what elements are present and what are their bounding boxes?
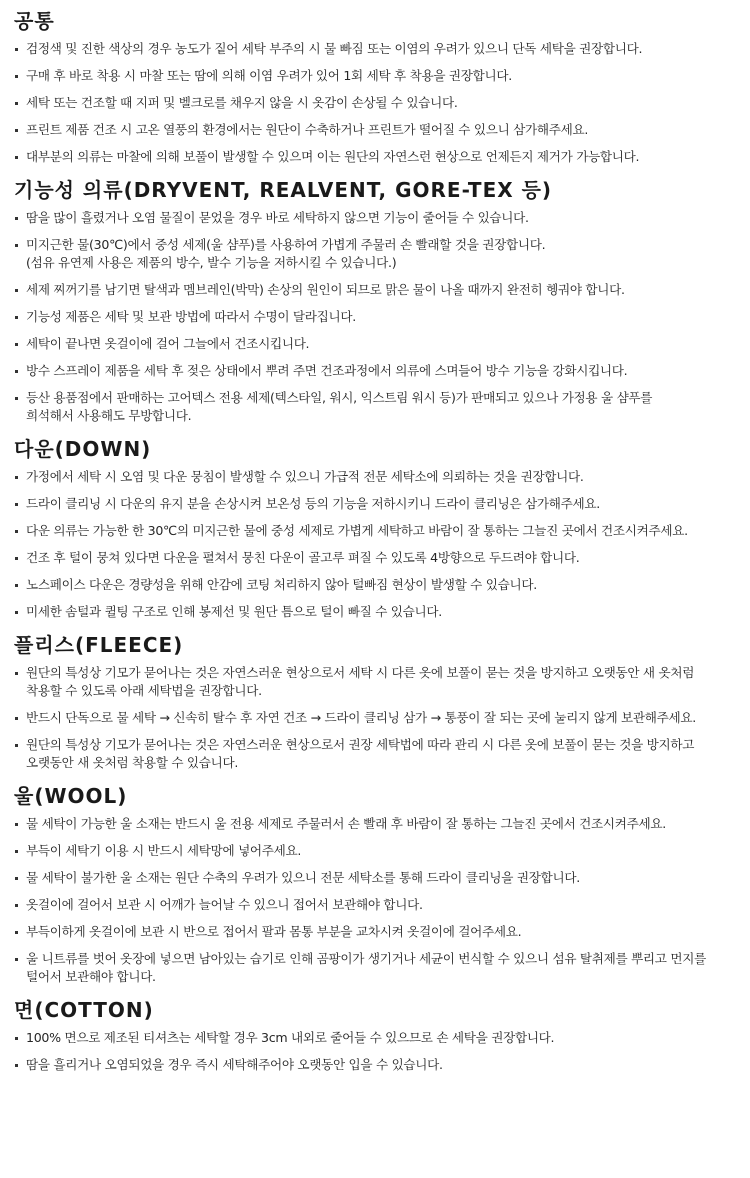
- care-text-line: 원단의 특성상 기모가 묻어나는 것은 자연스러운 현상으로서 세탁 시 다른 옷에 보풀이 묻는 것을 방지하고 오랫동안 새 옷처럼: [26, 665, 695, 680]
- section-title: 울(WOOL): [14, 784, 128, 808]
- care-list: [14, 815, 738, 986]
- section-down: [14, 434, 738, 621]
- care-list-item: [14, 148, 738, 166]
- care-list-item: [14, 308, 738, 326]
- care-text-line: 미세한 솜털과 퀼팅 구조로 인해 봉제선 및 원단 틈으로 털이 빠질 수 있습니다.: [26, 604, 442, 619]
- care-list-item: [14, 209, 738, 227]
- section-title: 기능성 의류(DRYVENT, REALVENT, GORE-TEX 등): [14, 178, 553, 202]
- care-text-line: 부득이하게 옷걸이에 보관 시 반으로 접어서 팔과 몸통 부분을 교차시켜 옷걸이에 걸어주세요.: [26, 924, 522, 939]
- care-text-line: 착용할 수 있도록 아래 세탁법을 권장합니다.: [26, 683, 262, 698]
- care-list-item: [14, 950, 738, 986]
- care-list-item: [14, 495, 738, 513]
- care-list-item: [14, 603, 738, 621]
- care-list: [14, 40, 738, 166]
- care-text-line: 가정에서 세탁 시 오염 및 다운 뭉침이 발생할 수 있으니 가급적 전문 세탁소에 의뢰하는 것을 권장합니다.: [26, 469, 584, 484]
- care-text-line: 반드시 단독으로 물 세탁 → 신속히 탈수 후 자연 건조 → 드라이 클리닝 삼가 → 통풍이 잘 되는 곳에 눌리지 않게 보관해주세요.: [26, 710, 696, 725]
- care-text-line: 물 세탁이 불가한 울 소재는 원단 수축의 우려가 있으니 전문 세탁소를 통해 드라이 클리닝을 권장합니다.: [26, 870, 580, 885]
- section-fleece: [14, 630, 738, 772]
- care-list: [14, 468, 738, 621]
- care-list: [14, 209, 738, 425]
- care-text-line: 희석해서 사용해도 무방합니다.: [26, 408, 192, 423]
- section-title: 플리스(FLEECE): [14, 633, 184, 657]
- care-text-line: 땀을 많이 흘렸거나 오염 물질이 묻었을 경우 바로 세탁하지 않으면 기능이 줄어들 수 있습니다.: [26, 210, 529, 225]
- care-list-item: [14, 709, 738, 727]
- care-text-line: 등산 용품점에서 판매하는 고어텍스 전용 세제(텍스타일, 워시, 익스트림 워시 등)가 판매되고 있으나 가정용 울 샴푸를: [26, 390, 653, 405]
- care-list-item: [14, 522, 738, 540]
- care-list-item: [14, 468, 738, 486]
- care-list: [14, 664, 738, 772]
- care-list-item: [14, 40, 738, 58]
- care-text-line: 프린트 제품 건조 시 고온 열풍의 환경에서는 원단이 수축하거나 프린트가 떨어질 수 있으니 삼가해주세요.: [26, 122, 589, 137]
- care-text-line: 드라이 클리닝 시 다운의 유지 분을 손상시켜 보온성 등의 기능을 저하시키니 드라이 클리닝은 삼가해주세요.: [26, 496, 600, 511]
- care-text-line: 건조 후 털이 뭉쳐 있다면 다운을 펼쳐서 뭉친 다운이 골고루 펴질 수 있도록 4방향으로 두드려야 합니다.: [26, 550, 580, 565]
- care-list-item: [14, 842, 738, 860]
- care-list-item: [14, 815, 738, 833]
- care-text-line: 원단의 특성상 기모가 묻어나는 것은 자연스러운 현상으로서 권장 세탁법에 따라 관리 시 다른 옷에 보풀이 묻는 것을 방지하고: [26, 737, 695, 752]
- care-text-line: 부득이 세탁기 이용 시 반드시 세탁망에 넣어주세요.: [26, 843, 302, 858]
- care-text-line: 다운 의류는 가능한 한 30℃의 미지근한 물에 중성 세제로 가볍게 세탁하고 바람이 잘 통하는 그늘진 곳에서 건조시켜주세요.: [26, 523, 688, 538]
- section-title: 다운(DOWN): [14, 437, 152, 461]
- care-list: [14, 1029, 738, 1074]
- care-list-item: [14, 736, 738, 772]
- section-functional: [14, 175, 738, 425]
- care-text-line: 털어서 보관해야 합니다.: [26, 969, 156, 984]
- care-text-line: 물 세탁이 가능한 울 소재는 반드시 울 전용 세제로 주물러서 손 빨래 후 바람이 잘 통하는 그늘진 곳에서 건조시켜주세요.: [26, 816, 666, 831]
- care-list-item: [14, 335, 738, 353]
- care-text-line: 기능성 제품은 세탁 및 보관 방법에 따라서 수명이 달라집니다.: [26, 309, 356, 324]
- care-text-line: 오랫동안 새 옷처럼 착용할 수 있습니다.: [26, 755, 239, 770]
- care-list-item: [14, 281, 738, 299]
- care-text-line: 세제 찌꺼기를 남기면 탈색과 멤브레인(박막) 손상의 원인이 되므로 맑은 물이 나올 때까지 완전히 헹궈야 합니다.: [26, 282, 625, 297]
- care-list-item: [14, 1056, 738, 1074]
- care-text-line: 구매 후 바로 착용 시 마찰 또는 땀에 의해 이염 우려가 있어 1회 세탁 후 착용을 권장합니다.: [26, 68, 512, 83]
- care-list-item: [14, 576, 738, 594]
- care-list-item: [14, 94, 738, 112]
- care-list-item: [14, 664, 738, 700]
- care-text-line: 세탁이 끝나면 옷걸이에 걸어 그늘에서 건조시킵니다.: [26, 336, 310, 351]
- care-text-line: 땀을 흘리거나 오염되었을 경우 즉시 세탁해주어야 오랫동안 입을 수 있습니다.: [26, 1057, 443, 1072]
- care-list-item: [14, 236, 738, 272]
- section-common: [14, 6, 738, 166]
- section-title: 면(COTTON): [14, 998, 154, 1022]
- care-list-item: [14, 869, 738, 887]
- care-text-line: (섬유 유연제 사용은 제품의 방수, 발수 기능을 저하시킬 수 있습니다.): [26, 255, 397, 270]
- care-list-item: [14, 1029, 738, 1047]
- section-wool: [14, 781, 738, 986]
- care-text-line: 검정색 및 진한 색상의 경우 농도가 짙어 세탁 부주의 시 물 빠짐 또는 이염의 우려가 있으니 단독 세탁을 권장합니다.: [26, 41, 643, 56]
- care-text-line: 울 니트류를 벗어 옷장에 넣으면 남아있는 습기로 인해 곰팡이가 생기거나 세균이 번식할 수 있으니 섬유 탈취제를 뿌리고 먼지를: [26, 951, 706, 966]
- section-title: 공통: [14, 9, 55, 33]
- care-list-item: [14, 67, 738, 85]
- care-list-item: [14, 121, 738, 139]
- care-text-line: 대부분의 의류는 마찰에 의해 보풀이 발생할 수 있으며 이는 원단의 자연스런 현상으로 언제든지 제거가 가능합니다.: [26, 149, 640, 164]
- care-text-line: 노스페이스 다운은 경량성을 위해 안감에 코팅 처리하지 않아 털빠짐 현상이 발생할 수 있습니다.: [26, 577, 537, 592]
- care-list-item: [14, 923, 738, 941]
- care-list-item: [14, 896, 738, 914]
- care-text-line: 방수 스프레이 제품을 세탁 후 젖은 상태에서 뿌려 주면 건조과정에서 의류에 스며들어 방수 기능을 강화시킵니다.: [26, 363, 628, 378]
- care-list-item: [14, 549, 738, 567]
- care-list-item: [14, 362, 738, 380]
- care-text-line: 미지근한 물(30℃)에서 중성 세제(울 샴푸)를 사용하여 가볍게 주물러 손 빨래할 것을 권장합니다.: [26, 237, 546, 252]
- care-text-line: 100% 면으로 제조된 티셔츠는 세탁할 경우 3cm 내외로 줄어들 수 있으므로 손 세탁을 권장합니다.: [26, 1030, 555, 1045]
- care-text-line: 옷걸이에 걸어서 보관 시 어깨가 늘어날 수 있으니 접어서 보관해야 합니다.: [26, 897, 423, 912]
- section-cotton: [14, 995, 738, 1074]
- care-list-item: [14, 389, 738, 425]
- care-text-line: 세탁 또는 건조할 때 지퍼 및 벨크로를 채우지 않을 시 옷감이 손상될 수 있습니다.: [26, 95, 458, 110]
